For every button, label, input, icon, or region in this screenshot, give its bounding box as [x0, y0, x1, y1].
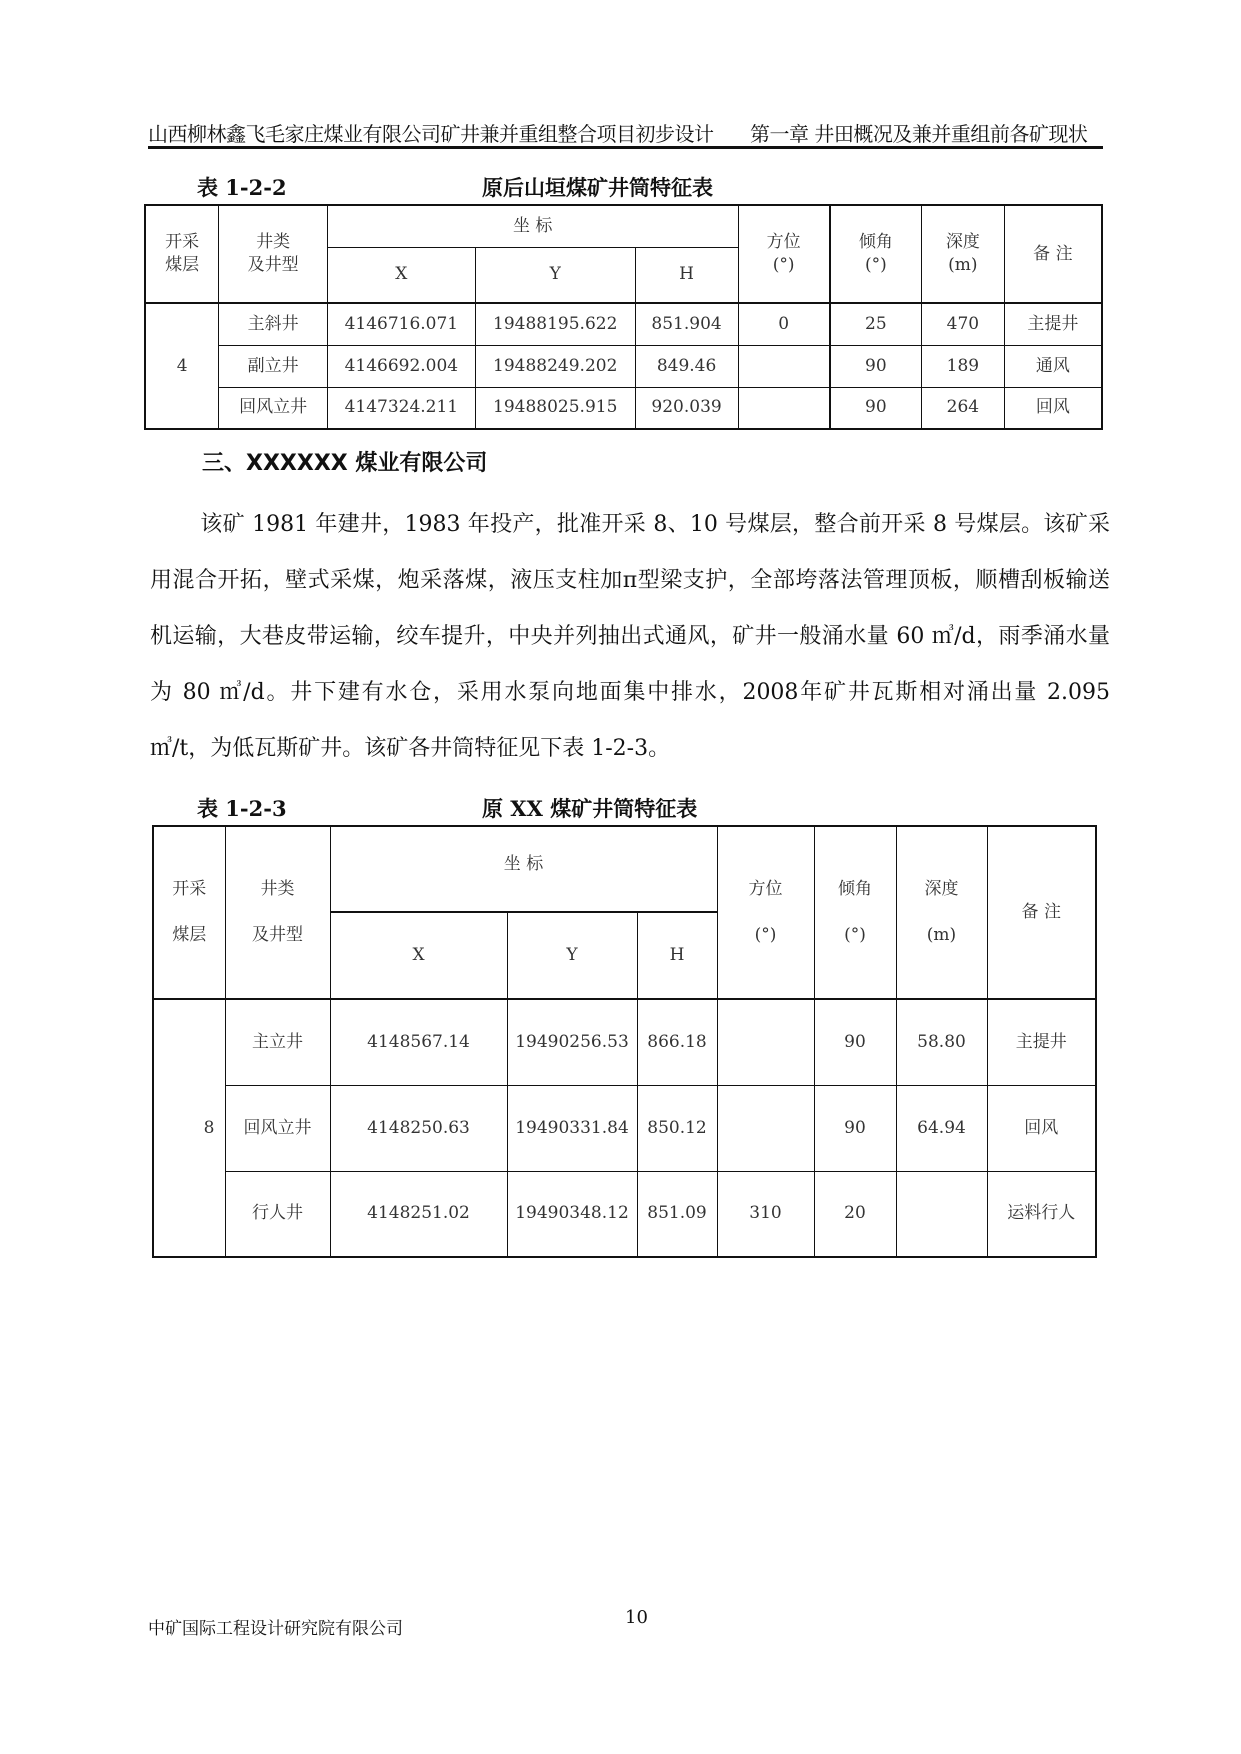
table-row [145, 303, 1102, 345]
t1-cell-azimuth [738, 387, 830, 429]
t1-header-azimuth: 方位 (°) [738, 205, 830, 303]
t2-cell-type: 回风立井 [225, 1085, 330, 1171]
t1-cell-azimuth [738, 345, 830, 387]
t2-cell-y: 19490348.12 [507, 1171, 637, 1257]
t2-cell-remark: 主提井 [987, 999, 1096, 1085]
t1-cell-remark: 主提井 [1004, 303, 1102, 345]
t2-header-azimuth: 方位 (°) [717, 826, 814, 999]
t1-header-type: 井类 及井型 [219, 205, 328, 303]
table1 [144, 204, 1103, 430]
t2-header-type: 井类 及井型 [225, 826, 330, 999]
t1-cell-y: 19488025.915 [475, 387, 635, 429]
t1-cell-x: 4147324.211 [327, 387, 475, 429]
t1-cell-x: 4146716.071 [327, 303, 475, 345]
t2-header-dip: 倾角 (°) [814, 826, 896, 999]
t2-cell-dip: 20 [814, 1171, 896, 1257]
body-paragraph-text: 该矿 1981 年建井，1983 年投产，批准开采 8、10 号煤层，整合前开采 8 号煤层。该矿采用混合开拓，壁式采煤，炮采落煤，液压支柱加π型梁支护，全部垮落法管理顶板，顺槽刮板输送机运输，大巷皮带运输，绞车提升，中央并列抽出式通风，矿井一般涌水量 60 ㎥/d，雨季涌水量为 80 ㎥/d。井下建有水仓，采用水泵向地面集中排水，2008年矿井瓦斯相对涌出量 2.095 ㎥/t，为低瓦斯矿井。该矿各井筒特征见下表 1-2-3。 [150, 512, 1110, 761]
t2-cell-remark: 回风 [987, 1085, 1096, 1171]
t2-header-seam: 开采 煤层 [153, 826, 225, 999]
t2-cell-dip: 90 [814, 1085, 896, 1171]
t2-header-coord: 坐 标 [330, 826, 717, 912]
t2-header-x: X [330, 912, 507, 999]
t2-cell-h: 850.12 [637, 1085, 717, 1171]
t1-header-remark: 备 注 [1004, 205, 1102, 303]
table2 [152, 825, 1097, 1258]
table-row [153, 1085, 1096, 1171]
footer-company: 中矿国际工程设计研究院有限公司 [148, 1619, 403, 1639]
header-chapter: 第一章 井田概况及兼并重组前各矿现状 [750, 122, 1088, 146]
t1-header-depth: 深度 (m) [921, 205, 1004, 303]
table-row [145, 345, 1102, 387]
table1-number: 表 1-2-2 [197, 175, 287, 200]
header-title: 山西柳林鑫飞毛家庄煤业有限公司矿井兼并重组整合项目初步设计 [148, 122, 714, 146]
t1-cell-h: 851.904 [635, 303, 738, 345]
t2-header-depth: 深度 (m) [896, 826, 987, 999]
t2-header-y: Y [507, 912, 637, 999]
t1-cell-dip: 90 [830, 387, 922, 429]
t2-cell-azimuth [717, 999, 814, 1085]
t1-cell-dip: 25 [830, 303, 922, 345]
table-row [145, 387, 1102, 429]
t2-cell-x: 4148250.63 [330, 1085, 507, 1171]
t2-cell-type: 主立井 [225, 999, 330, 1085]
header-rule [148, 146, 1103, 149]
table2-number: 表 1-2-3 [197, 796, 287, 821]
table-row [153, 999, 1096, 1085]
t1-cell-remark: 回风 [1004, 387, 1102, 429]
t1-cell-type: 主斜井 [219, 303, 328, 345]
t2-cell-x: 4148567.14 [330, 999, 507, 1085]
t1-cell-y: 19488249.202 [475, 345, 635, 387]
t1-header-x: X [327, 247, 475, 303]
t2-cell-depth: 64.94 [896, 1085, 987, 1171]
page-number: 10 [625, 1607, 648, 1628]
t1-cell-depth: 470 [921, 303, 1004, 345]
t1-seam-value: 4 [145, 303, 219, 429]
t1-header-dip: 倾角 (°) [830, 205, 922, 303]
t1-cell-x: 4146692.004 [327, 345, 475, 387]
t1-cell-h: 849.46 [635, 345, 738, 387]
t2-header-h: H [637, 912, 717, 999]
table-row [153, 1171, 1096, 1257]
table1-title: 原后山垣煤矿井筒特征表 [482, 175, 713, 200]
t1-cell-type: 副立井 [219, 345, 328, 387]
t1-header-y: Y [475, 247, 635, 303]
t1-cell-dip: 90 [830, 345, 922, 387]
t2-cell-h: 851.09 [637, 1171, 717, 1257]
t2-cell-remark: 运料行人 [987, 1171, 1096, 1257]
t1-header-seam: 开采 煤层 [145, 205, 219, 303]
t2-cell-dip: 90 [814, 999, 896, 1085]
table2-title: 原 XX 煤矿井筒特征表 [482, 796, 698, 821]
section-heading: 三、XXXXXX 煤业有限公司 [202, 451, 488, 476]
t1-cell-depth: 264 [921, 387, 1004, 429]
t1-cell-remark: 通风 [1004, 345, 1102, 387]
t1-cell-type: 回风立井 [219, 387, 328, 429]
t2-cell-type: 行人井 [225, 1171, 330, 1257]
t1-header-coord: 坐 标 [327, 205, 738, 247]
t2-header-remark: 备 注 [987, 826, 1096, 999]
t1-cell-depth: 189 [921, 345, 1004, 387]
t2-cell-depth [896, 1171, 987, 1257]
t2-cell-azimuth [717, 1085, 814, 1171]
t2-cell-y: 19490331.84 [507, 1085, 637, 1171]
t2-seam-value: 8 [153, 999, 225, 1257]
t1-cell-azimuth: 0 [738, 303, 830, 345]
t1-cell-y: 19488195.622 [475, 303, 635, 345]
t2-cell-y: 19490256.53 [507, 999, 637, 1085]
body-paragraph [150, 497, 1110, 777]
t2-cell-x: 4148251.02 [330, 1171, 507, 1257]
t1-cell-h: 920.039 [635, 387, 738, 429]
t2-cell-depth: 58.80 [896, 999, 987, 1085]
t1-header-h: H [635, 247, 738, 303]
t2-cell-azimuth: 310 [717, 1171, 814, 1257]
t2-cell-h: 866.18 [637, 999, 717, 1085]
